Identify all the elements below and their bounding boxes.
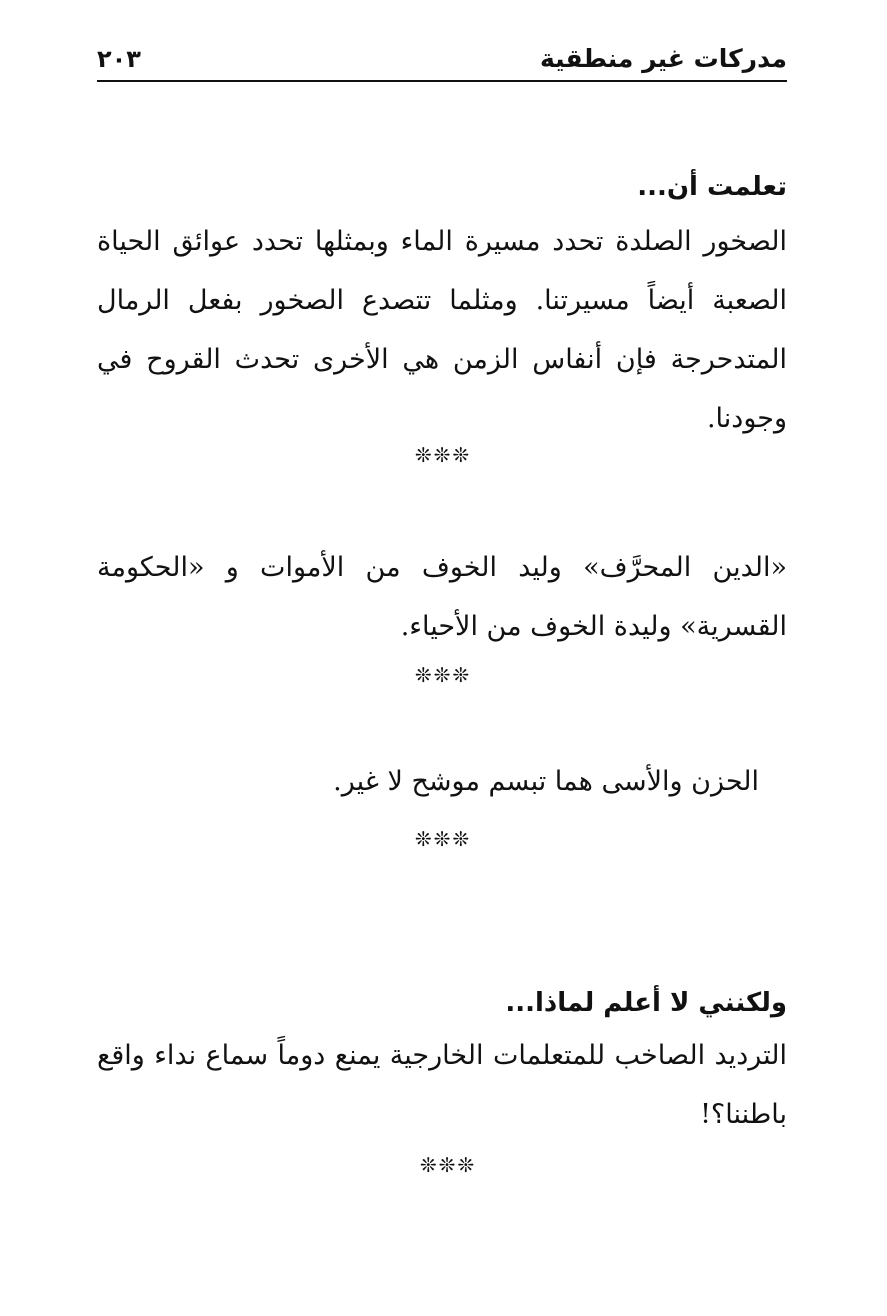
section-divider-3: ❊❊❊ [414, 827, 472, 851]
paragraph-religion-government: «الدين المحرَّف» وليد الخوف من الأموات و «الحكومة القسرية» وليدة الخوف من الأحياء. [97, 552, 787, 642]
section-heading-but-i-dont-know: ولكنني لا أعلم لماذا... [505, 988, 787, 1018]
section-divider-4: ❊❊❊ [419, 1153, 477, 1177]
paragraph-external-teachings: الترديد الصاخب للمتعلمات الخارجية يمنع دوماً سماع نداء واقع باطننا؟! [97, 1040, 787, 1130]
running-header-title: مدركات غير منطقية [540, 44, 787, 73]
section-heading-learned: تعلمت أن... [637, 172, 787, 202]
paragraph-sorrow: الحزن والأسى هما تبسم موشح لا غير. [333, 766, 759, 797]
header-rule [97, 80, 787, 82]
page-number: ٢٠٣ [97, 45, 141, 73]
running-header [97, 42, 787, 82]
section-divider-2: ❊❊❊ [414, 663, 472, 687]
section-divider-1: ❊❊❊ [414, 443, 472, 467]
paragraph-rocks: الصخور الصلدة تحدد مسيرة الماء وبمثلها تحدد عوائق الحياة الصعبة أيضاً مسيرتنا. ومثلما تتصدع الصخور بفعل الرمال المتدحرجة فإن أنفاس الزمن هي الأخرى تحدث القروح في وجودنا. [97, 226, 787, 434]
